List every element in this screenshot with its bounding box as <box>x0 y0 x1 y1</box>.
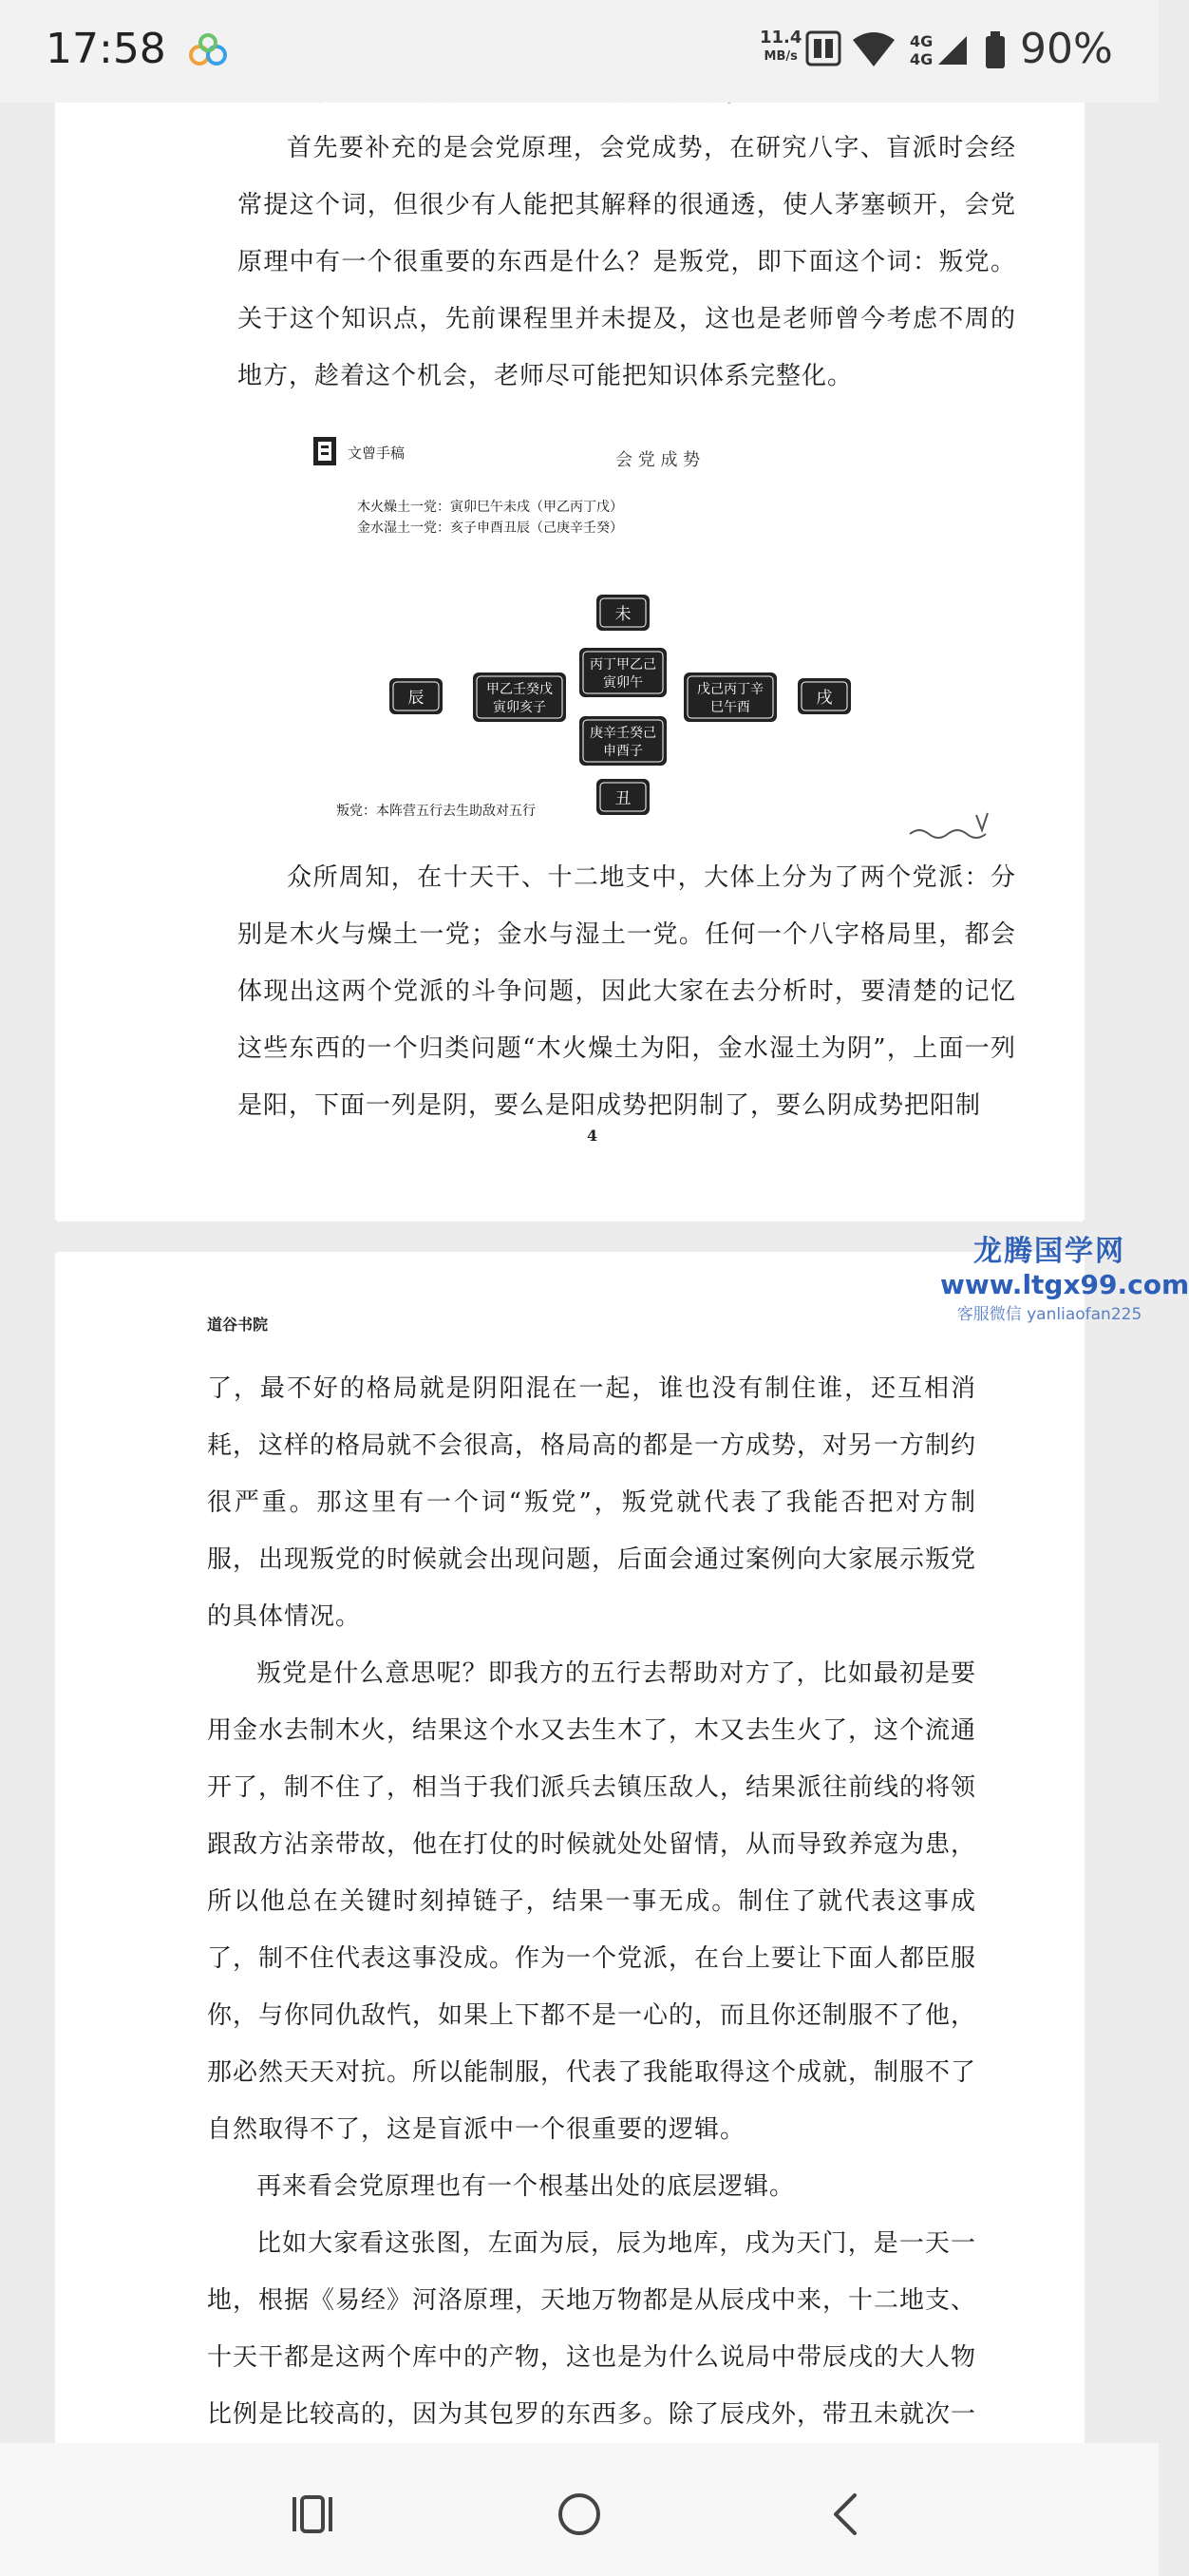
svg-text:辰: 辰 <box>407 689 425 708</box>
paragraph: 首先要补充的是会党原理，会党成势，在研究八字、盲派时会经常提这个词，但很少有人能把其解释的很通透，使人茅塞顿开，会党原理中有一个很重要的东西是什么？是叛党，即下面这个词：叛党。关于这个知识点，先前课程里并未提及，这也是老师曾今考虑不周的地方，趁着这个机会，老师尽可能把知识体系完整化。 <box>237 134 1016 390</box>
svg-text:戌: 戌 <box>816 689 833 708</box>
status-icons <box>807 27 1016 78</box>
paragraph: 比如大家看这张图，左面为辰，辰为地库，戌为天门，是一天一地，根据《易经》河洛原理，天地万物都是从辰戌中来，十二地支、十天干都是这两个库中的产物，这也是为什么说局中带辰戌的大人物比例是比较高的，因为其包罗的东西多。除了辰戌外，带丑未就次一 <box>207 2229 977 2429</box>
network-speed: 11.4 MB/s <box>760 28 802 64</box>
home-button[interactable] <box>546 2481 613 2548</box>
battery-icon <box>986 31 1005 68</box>
svg-text:申酉子: 申酉子 <box>603 744 643 759</box>
watermark <box>940 1227 1189 1324</box>
status-time: 17:58 <box>46 25 166 73</box>
scribble-marks <box>910 813 988 838</box>
status-bar <box>0 0 1159 103</box>
paragraph: 再来看会党原理也有一个根基出处的底层逻辑。 <box>256 2172 796 2201</box>
svg-text:丑: 丑 <box>614 789 632 808</box>
group-box-left <box>473 672 566 722</box>
figure-legend-2: 金水湿土一党：亥子申酉丑辰（己庚辛壬癸） <box>357 521 623 536</box>
wifi-icon <box>853 32 895 66</box>
paragraph: 了，最不好的格局就是阴阳混在一起，谁也没有制住谁，还互相消耗，这样的格局就不会很高，格局高的都是一方成势，对另一方制约很严重。那这里有一个词“叛党”，叛党就代表了我能否把对方制服，出现叛党的时候就会出现问题，后面会通过案例向大家展示叛党的具体情况。 <box>207 1374 977 1631</box>
navigation-bar <box>0 2443 1159 2576</box>
recent-apps-button[interactable] <box>279 2481 346 2548</box>
watermark-url: www.ltgx99.com <box>940 1269 1189 1300</box>
svg-text:甲乙壬癸戊: 甲乙壬癸戊 <box>486 682 553 697</box>
battery-percent: 90% <box>1020 25 1113 73</box>
home-icon <box>556 2491 603 2538</box>
group-box-right <box>684 672 777 722</box>
diagram-figure <box>255 416 1014 843</box>
watermark-contact: 客服微信 yanliaofan225 <box>956 1305 1142 1324</box>
group-box-center-top <box>579 648 667 697</box>
page-number: 4 <box>587 1127 598 1145</box>
figure-seal-icon <box>313 437 336 465</box>
app-logo-icon <box>186 34 230 72</box>
svg-text:未: 未 <box>614 605 632 624</box>
figure-footnote: 叛党：本阵营五行去生助敌对五行 <box>336 804 536 819</box>
svg-text:寅卯午: 寅卯午 <box>603 675 643 691</box>
branch-box-left <box>389 678 443 714</box>
svg-text:4G: 4G <box>910 50 934 68</box>
document-page-1 <box>55 57 1085 1222</box>
document-page-2 <box>55 1252 1085 2487</box>
figure-legend-1: 木火燥土一党：寅卯巳午未戌（甲乙丙丁戊） <box>357 500 623 515</box>
svg-text:丙丁甲乙己: 丙丁甲乙己 <box>590 657 656 672</box>
back-icon <box>824 2491 866 2538</box>
branch-box-bottom <box>596 779 650 815</box>
svg-text:戊己丙丁辛: 戊己丙丁辛 <box>697 682 764 697</box>
svg-text:4G: 4G <box>910 32 934 50</box>
recent-apps-icon <box>289 2493 336 2535</box>
svg-text:庚辛壬癸己: 庚辛壬癸己 <box>590 726 656 741</box>
group-box-center-bottom <box>579 716 667 766</box>
sim-icon <box>807 32 840 65</box>
signal-icon <box>910 32 967 68</box>
branch-box-right <box>798 678 851 714</box>
paragraph: 叛党是什么意思呢？即我方的五行去帮助对方了，比如最初是要用金水去制木火，结果这个水又去生木了，木又去生火了，这个流通开了，制不住了，相当于我们派兵去镇压敌人，结果派往前线的将领跟敌方沾亲带故，他在打仗的时候就处处留情，从而导致养寇为患，所以他总在关键时刻掉链子，结果一事无成。制住了就代表这事成了，制不住代表这事没成。作为一个党派，在台上要让下面人都臣服你，与你同仇敌忾，如果上下都不是一心的，而且你还制服不了他，那必然天天对抗。所以能制服，代表了我能取得这个成就，制服不了自然取得不了，这是盲派中一个很重要的逻辑。 <box>207 1659 977 2144</box>
figure-header: 文曾手稿 <box>348 445 406 462</box>
branch-box-top <box>596 595 650 631</box>
paragraph: 众所周知，在十天干、十二地支中，大体上分为了两个党派：分别是木火与燥土一党；金水与湿土一党。任何一个八字格局里，都会体现出这两个党派的斗争问题，因此大家在去分析时，要清楚的记忆这些东西的一个归类问题“木火燥土为阳，金水湿土为阴”，上面一列是阳，下面一列是阴，要么是阳成势把阴制了，要么阴成势把阳制 <box>237 863 1016 1120</box>
figure-title: 会 党 成 势 <box>615 450 701 470</box>
watermark-title: 龙腾国学网 <box>973 1235 1125 1268</box>
back-button[interactable] <box>812 2481 878 2548</box>
page-header: 道谷书院 <box>207 1316 269 1334</box>
svg-text:巳午酉: 巳午酉 <box>710 700 750 715</box>
svg-text:寅卯亥子: 寅卯亥子 <box>493 700 546 715</box>
